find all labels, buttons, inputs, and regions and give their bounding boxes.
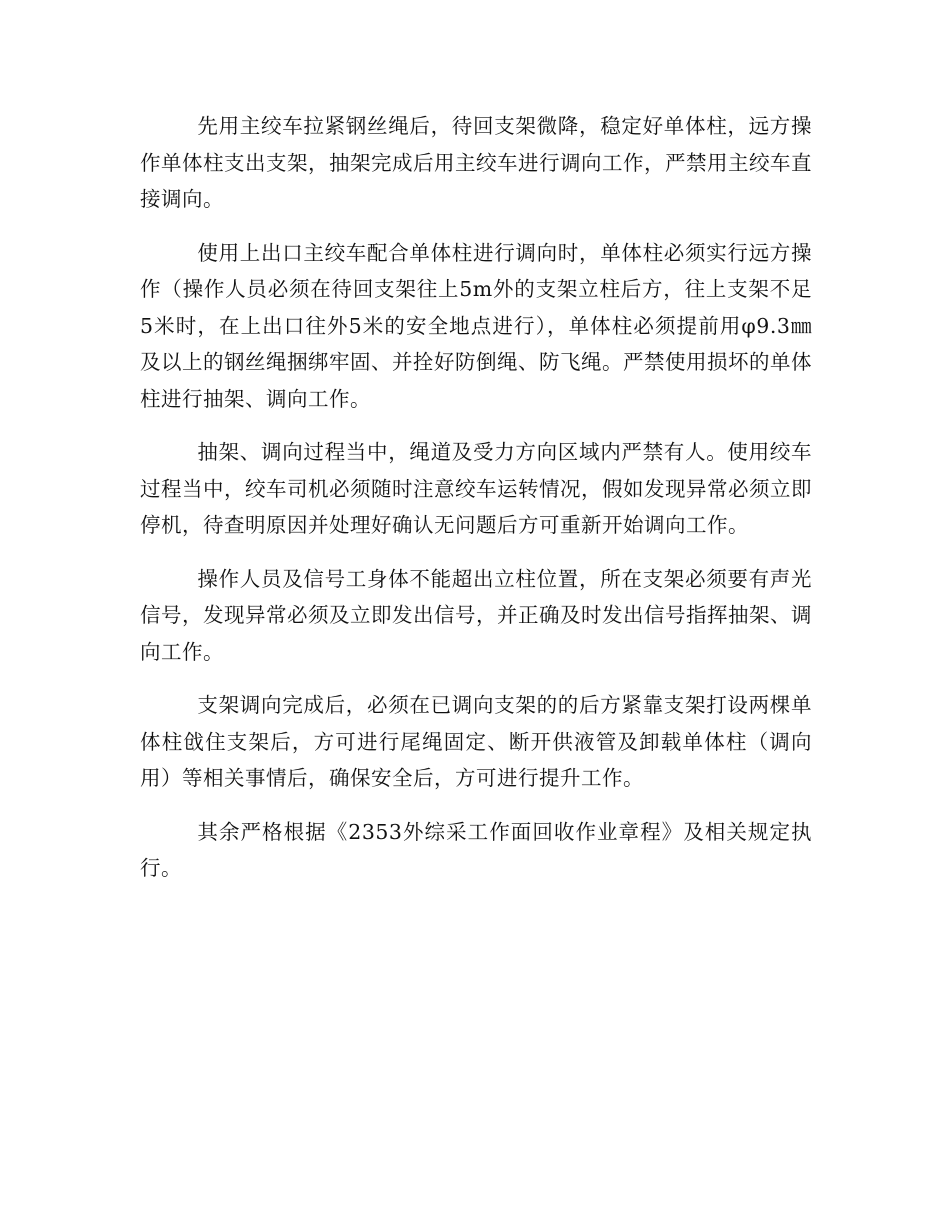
- paragraph-1: 先用主绞车拉紧钢丝绳后，待回支架微降，稳定好单体柱，远方操作单体柱支出支架，抽架完成后用主绞车进行调向工作，严禁用主绞车直接调向。: [140, 114, 812, 211]
- paragraph-5: 支架调向完成后，必须在已调向支架的的后方紧靠支架打设两棵单体柱戗住支架后，方可进行尾绳固定、断开供液管及卸载单体柱（调向用）等相关事情后，确保安全后，方可进行提升工作。: [140, 693, 812, 790]
- paragraph-3: 抽架、调向过程当中，绳道及受力方向区域内严禁有人。使用绞车过程当中，绞车司机必须随时注意绞车运转情况，假如发现异常必须立即停机，待查明原因并处理好确认无问题后方可重新开始调向工作。: [140, 440, 812, 537]
- document-body: [140, 108, 812, 904]
- paragraph-6: 其余严格根据《2353外综采工作面回收作业章程》及相关规定执行。: [140, 819, 812, 880]
- paragraph-2: 使用上出口主绞车配合单体柱进行调向时，单体柱必须实行远方操作（操作人员必须在待回支架往上5m外的支架立柱后方，往上支架不足5米时，在上出口往外5米的安全地点进行），单体柱必须提前用φ9.3㎜及以上的钢丝绳捆绑牢固、并拴好防倒绳、防飞绳。严禁使用损坏的单体柱进行抽架、调向工作。: [140, 240, 812, 411]
- paragraph-4: 操作人员及信号工身体不能超出立柱位置，所在支架必须要有声光信号，发现异常必须及立即发出信号，并正确及时发出信号指挥抽架、调向工作。: [140, 566, 812, 664]
